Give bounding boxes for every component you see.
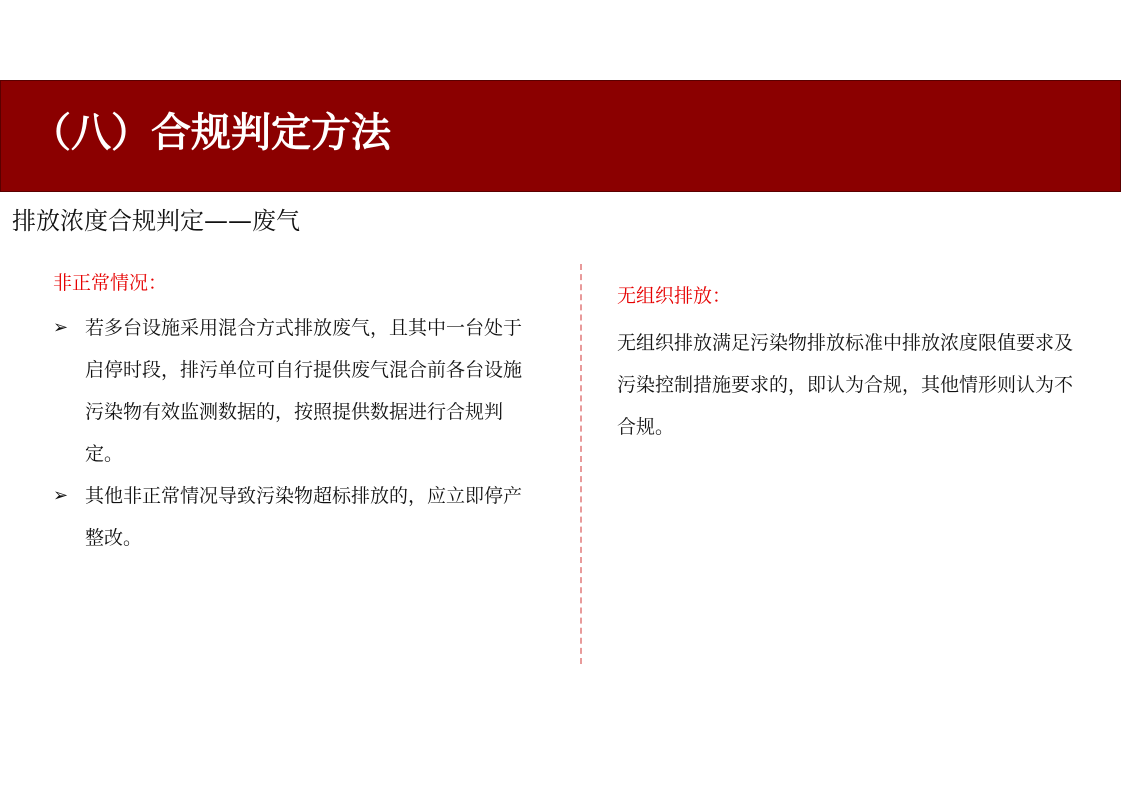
right-column xyxy=(617,280,1087,448)
column-divider xyxy=(580,264,582,664)
list-item xyxy=(53,475,523,559)
title-bar xyxy=(0,80,1121,192)
page-subtitle: 排放浓度合规判定——废气 xyxy=(12,207,300,235)
arrow-bullet-icon: ➢ xyxy=(53,485,69,506)
bullet-text: 其他非正常情况导致污染物超标排放的，应立即停产整改。 xyxy=(85,485,523,549)
fugitive-emission-text: 无组织排放满足污染物排放标准中排放浓度限值要求及污染控制措施要求的，即认为合规，其他情形则认为不合规。 xyxy=(617,332,1074,438)
list-item xyxy=(53,307,523,475)
arrow-bullet-icon: ➢ xyxy=(53,317,69,338)
fugitive-emission-heading: 无组织排放： xyxy=(617,285,732,307)
bullet-text: 若多台设施采用混合方式排放废气，且其中一台处于启停时段，排污单位可自行提供废气混合前各台设施污染物有效监测数据的，按照提供数据进行合规判定。 xyxy=(85,317,523,465)
page-title: （八）合规判定方法 xyxy=(31,109,391,156)
abnormal-situation-list xyxy=(53,307,523,559)
left-column xyxy=(53,267,523,559)
abnormal-situation-heading: 非正常情况： xyxy=(53,272,168,294)
